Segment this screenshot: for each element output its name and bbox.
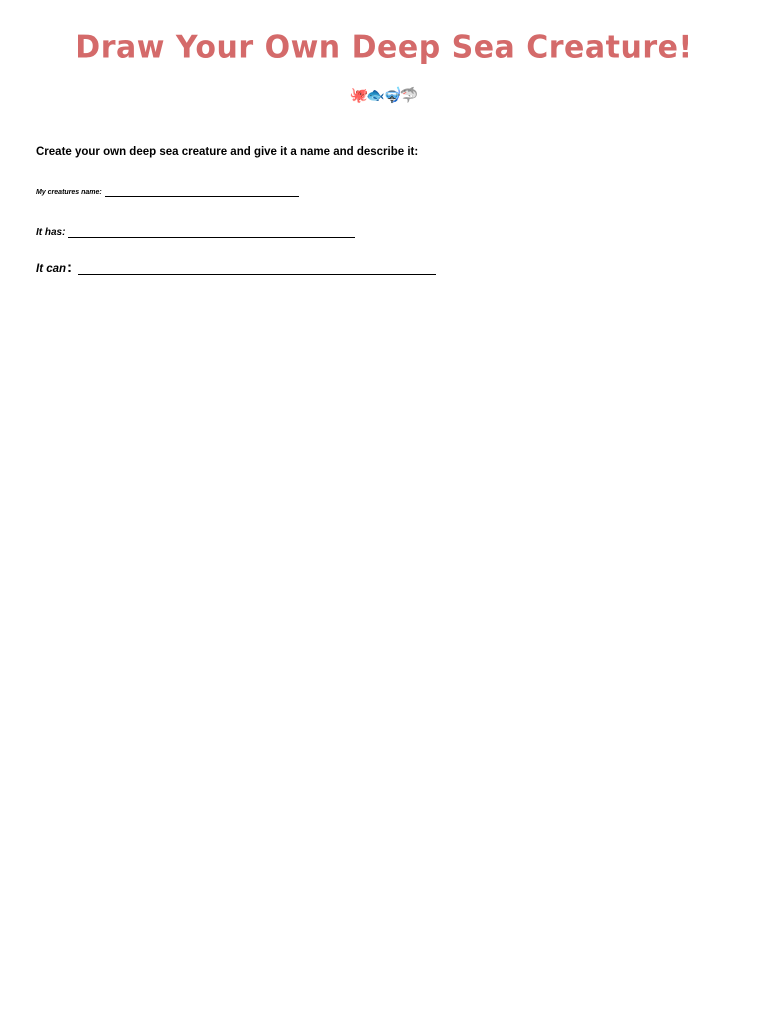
emoji-row: [0, 86, 768, 106]
it-can-label: It can: [36, 263, 67, 275]
it-can-row: [36, 260, 436, 275]
page-title: Draw Your Own Deep Sea Creature!: [75, 29, 693, 66]
it-has-label: It has:: [36, 227, 66, 238]
octopus-icon: 🐙: [349, 87, 369, 104]
creature-name-row: [36, 186, 299, 196]
creature-name-blank[interactable]: [105, 186, 299, 197]
creature-name-label: My creatures name:: [36, 189, 102, 196]
it-can-blank[interactable]: [78, 260, 436, 275]
instruction-text: Create your own deep sea creature and give it a name and describe it:: [36, 146, 419, 158]
it-can-colon: :: [67, 259, 73, 276]
it-has-blank[interactable]: [68, 225, 355, 238]
diver-icon: 🤿: [383, 87, 402, 104]
shark-icon: 🦈: [399, 87, 419, 104]
fish-icon: 🐟: [366, 87, 385, 104]
it-has-row: [36, 225, 355, 238]
